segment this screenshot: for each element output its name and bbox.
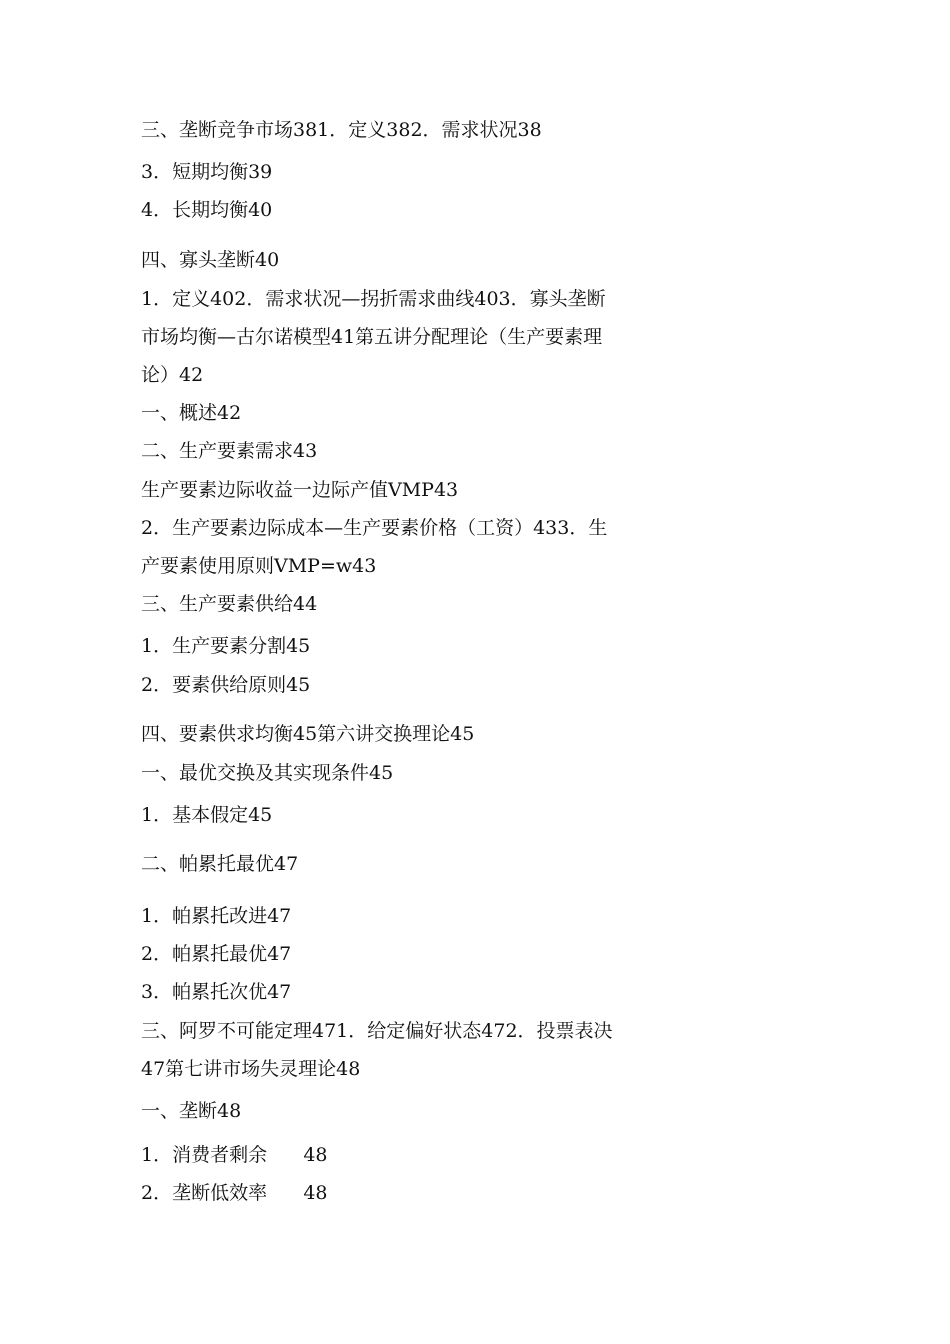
toc-line: 四、要素供求均衡45第六讲交换理论45 — [141, 723, 475, 745]
toc-line: 市场均衡—古尔诺模型41第五讲分配理论（生产要素理 — [141, 326, 603, 348]
toc-line: 四、寡头垄断40 — [141, 249, 280, 271]
toc-line: 2．垄断低效率 48 — [141, 1182, 328, 1204]
toc-line: 4．长期均衡40 — [141, 199, 273, 221]
toc-line: 2．要素供给原则45 — [141, 674, 311, 696]
toc-line: 三、垄断竞争市场381．定义382．需求状况38 — [141, 119, 542, 141]
toc-line: 一、最优交换及其实现条件45 — [141, 762, 394, 784]
toc-line: 二、帕累托最优47 — [141, 853, 299, 875]
toc-line: 1．基本假定45 — [141, 804, 273, 826]
toc-line: 一、垄断48 — [141, 1100, 242, 1122]
toc-line: 三、阿罗不可能定理471．给定偏好状态472．投票表决 — [141, 1020, 613, 1042]
toc-line: 产要素使用原则VMP=w43 — [141, 555, 377, 577]
toc-line: 1．定义402．需求状况—拐折需求曲线403．寡头垄断 — [141, 288, 606, 310]
toc-line: 2．帕累托最优47 — [141, 943, 292, 965]
toc-line: 3．短期均衡39 — [141, 161, 273, 183]
toc-line: 2．生产要素边际成本—生产要素价格（工资）433．生 — [141, 517, 608, 539]
toc-line: 一、概述42 — [141, 402, 242, 424]
toc-line: 3．帕累托次优47 — [141, 981, 292, 1003]
toc-line: 1．消费者剩余 48 — [141, 1144, 328, 1166]
toc-line: 47第七讲市场失灵理论48 — [141, 1058, 361, 1080]
toc-line: 论）42 — [141, 364, 204, 386]
toc-line: 二、生产要素需求43 — [141, 440, 318, 462]
toc-line: 1．生产要素分割45 — [141, 635, 311, 657]
toc-line: 1．帕累托改进47 — [141, 905, 292, 927]
toc-line: 三、生产要素供给44 — [141, 593, 318, 615]
toc-line: 生产要素边际收益一边际产值VMP43 — [141, 479, 459, 501]
